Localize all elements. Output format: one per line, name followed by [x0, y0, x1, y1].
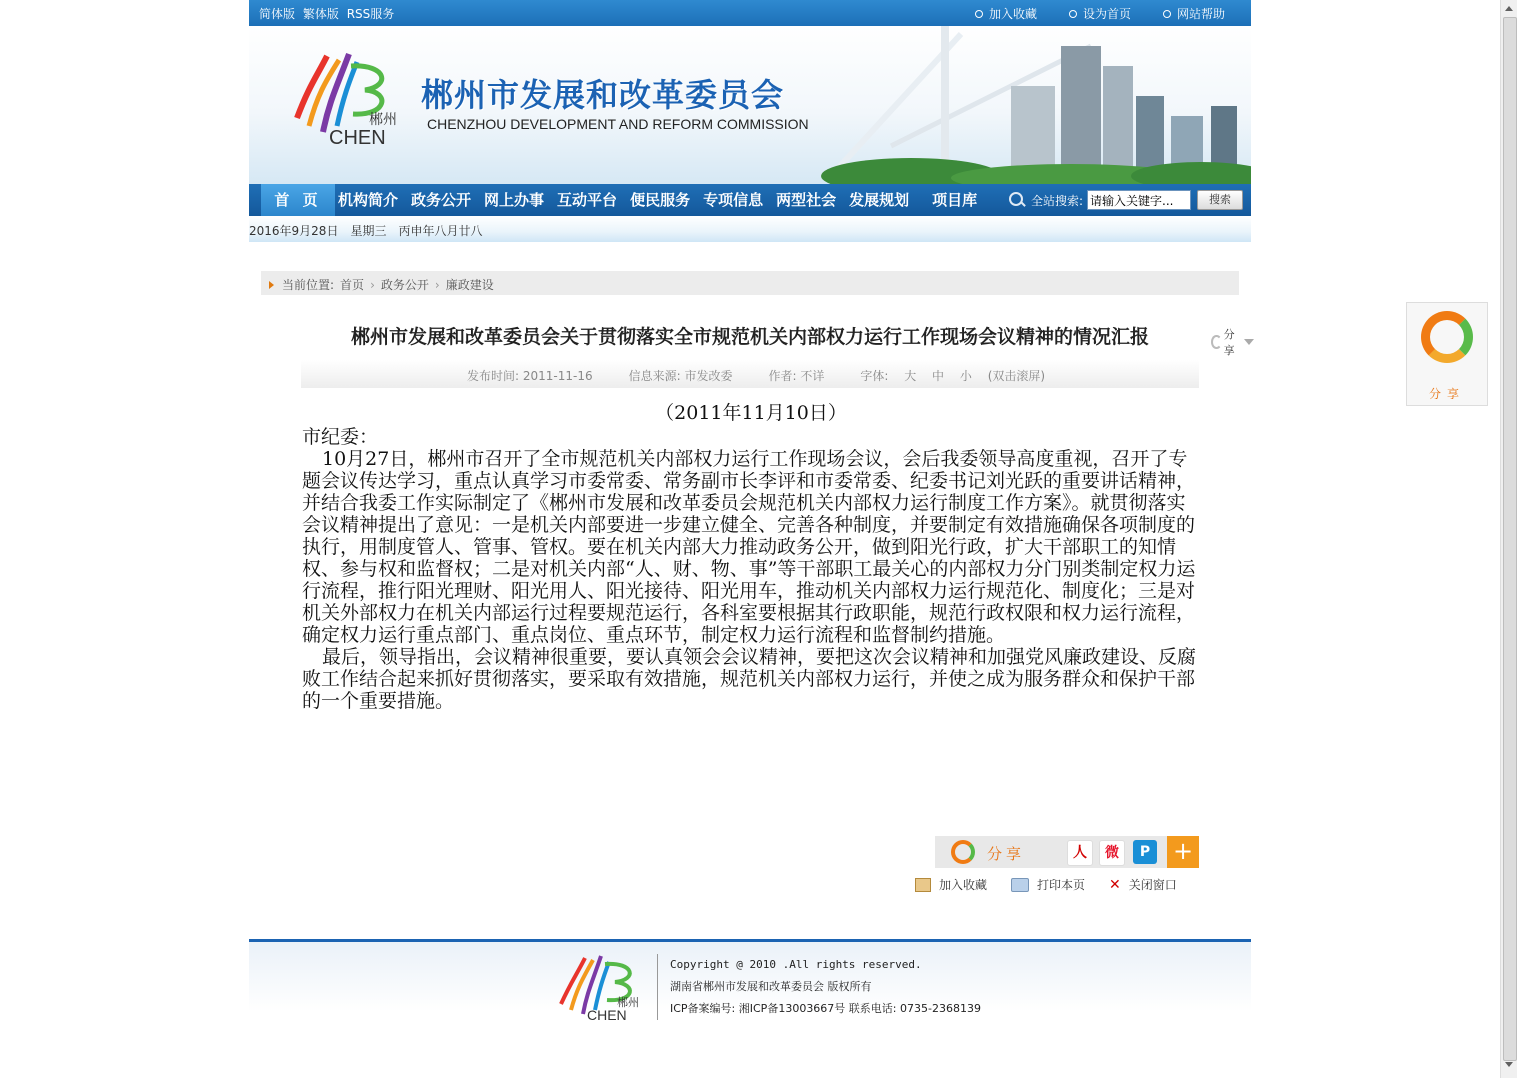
nav-home[interactable]: 首 页	[261, 184, 335, 216]
page-tools	[915, 876, 1177, 893]
icp-record: ICP备案编号: 湘ICP备13003667号 联系电话: 0735-2368139	[670, 1002, 981, 1015]
nav-item-gov-affairs[interactable]: 政务公开	[411, 191, 472, 209]
copyright: Copyright @ 2010 .All rights reserved.	[670, 958, 922, 971]
breadcrumb-integrity[interactable]: 廉政建设	[445, 278, 494, 292]
share-icon	[1211, 335, 1222, 349]
paragraph: 最后，领导指出，会议精神很重要，要认真领会会议精神，要把这次会议精神和加强党风廉政建设、反腐败工作结合起来抓好贯彻落实，要采取有效措施，规范机关内部权力运行，并使之成为服务群众和保护干部的一个重要措施。	[302, 646, 1197, 712]
nav-item-public-service[interactable]: 便民服务	[630, 191, 691, 209]
breadcrumb-home[interactable]: 首页	[340, 278, 365, 292]
font-size-controls	[860, 367, 1057, 384]
vertical-scrollbar[interactable]	[1500, 0, 1517, 1078]
nav-items	[335, 184, 987, 216]
share-logo-icon	[1421, 311, 1473, 363]
article-body	[302, 402, 1200, 712]
publish-time: 发布时间: 2011-11-16	[467, 369, 593, 383]
tencent-icon[interactable]: P	[1133, 840, 1157, 864]
font-small-button[interactable]: 小	[959, 369, 972, 383]
more-share-button[interactable]: +	[1167, 836, 1199, 868]
add-favorite-tool-label: 加入收藏	[939, 878, 988, 892]
scroll-up-icon[interactable]	[1505, 6, 1513, 11]
lunar-date: 丙申年八月廿八	[398, 224, 483, 238]
owner: 湖南省郴州市发展和改革委员会 版权所有	[670, 980, 872, 993]
set-homepage-link[interactable]	[1069, 5, 1131, 22]
share-dropdown[interactable]	[1211, 326, 1254, 358]
bullet-icon	[1069, 10, 1077, 18]
article-title: 郴州市发展和改革委员会关于贯彻落实全市规范机关内部权力运行工作现场会议精神的情况汇报	[350, 326, 1149, 348]
nav-item-org-intro[interactable]: 机构简介	[338, 191, 399, 209]
close-window-button[interactable]	[1109, 876, 1177, 893]
print-label: 打印本页	[1037, 878, 1086, 892]
footer-divider	[657, 954, 658, 1020]
renren-icon[interactable]: 人	[1067, 840, 1093, 866]
nav-item-two-oriented[interactable]: 两型社会	[776, 191, 837, 209]
search-icon	[1009, 192, 1025, 208]
font-large-button[interactable]: 大	[904, 369, 917, 383]
salutation: 市纪委：	[302, 426, 379, 448]
chevron-down-icon	[1244, 339, 1254, 345]
info-source: 信息来源: 市发改委	[628, 369, 733, 383]
dblclick-scroll-hint: (双击滚屏)	[987, 369, 1046, 383]
traditional-link[interactable]: 繁体版	[302, 7, 339, 21]
add-favorite-link[interactable]	[975, 5, 1037, 22]
article-date: （2011年11月10日）	[655, 402, 847, 424]
top-bar	[249, 0, 1251, 26]
chevron-right-icon: ›	[434, 277, 440, 292]
svg-text:CHEN: CHEN	[587, 1007, 627, 1022]
add-favorite-button[interactable]	[915, 876, 987, 893]
simplified-link[interactable]: 简体版	[259, 7, 296, 21]
breadcrumb	[261, 271, 1239, 295]
site-search	[1009, 190, 1243, 210]
weibo-icon[interactable]: 微	[1099, 840, 1125, 866]
chevron-right-icon: ›	[370, 277, 375, 292]
bullet-icon	[975, 10, 983, 18]
arrow-icon	[269, 281, 274, 289]
footer-info	[670, 954, 981, 1020]
search-label: 全站搜索:	[1031, 193, 1084, 208]
floating-share-label: 分享	[1428, 387, 1465, 401]
main-nav	[249, 184, 1251, 216]
current-date: 2016年9月28日	[249, 224, 339, 238]
site-subtitle: CHENZHOU DEVELOPMENT AND REFORM COMMISSION	[427, 116, 809, 132]
top-right-links	[975, 5, 1225, 22]
set-homepage-label: 设为首页	[1082, 7, 1131, 21]
close-icon: ✕	[1109, 876, 1121, 893]
scroll-down-icon[interactable]	[1505, 1062, 1513, 1067]
floating-share-button[interactable]	[1406, 302, 1488, 406]
scroll-thumb[interactable]	[1503, 17, 1517, 1061]
favorite-icon	[915, 878, 931, 892]
site-help-link[interactable]	[1163, 5, 1225, 22]
font-medium-button[interactable]: 中	[932, 369, 945, 383]
footer	[249, 939, 1251, 1081]
nav-item-interaction[interactable]: 互动平台	[557, 191, 618, 209]
close-window-label: 关闭窗口	[1128, 878, 1177, 892]
footer-logo	[555, 952, 647, 1022]
chenzhou-logo	[287, 46, 405, 146]
author: 作者: 不详	[768, 369, 825, 383]
font-label: 字体:	[860, 369, 889, 383]
rss-link[interactable]: RSS服务	[346, 7, 395, 21]
svg-text:郴州: 郴州	[369, 112, 397, 128]
site-title: 郴州市发展和改革委员会	[421, 76, 785, 114]
breadcrumb-gov-affairs[interactable]: 政务公开	[380, 278, 429, 292]
search-button[interactable]: 搜索	[1197, 190, 1243, 210]
paragraph: 10月27日，郴州市召开了全市规范机关内部权力运行工作现场会议，会后我委领导高度重视，召开了专题会议传达学习，重点认真学习市委常委、常务副市长李评和市委常委、纪委书记刘光跃的重要讲话精神，并结合我委工作实际制定了《郴州市发展和改革委员会规范机关内部权力运行制度工作方案》。就贯彻落实会议精神提出了意见：一是机关内部要进一步建立健全、完善各种制度，并要制定有效措施确保各项制度的执行，用制度管人、管事、管权。要在机关内部大力推动政务公开，做到阳光行政，扩大干部职工的知情权、参与权和监督权；二是对机关内部“人、财、物、事”等干部职工最关心的内部权力分门别类制定权力运行流程，推行阳光理财、阳光用人、阳光接待、阳光用车，推动机关内部权力运行规范化、制度化；三是对机关外部权力在机关内部运行过程要规范运行，各科室要根据其行政职能，规范行政权限和权力运行流程，确定权力运行重点部门、重点岗位、重点环节，制定权力运行流程和监督制约措施。	[302, 448, 1196, 646]
article-meta	[301, 360, 1199, 388]
print-icon	[1011, 878, 1029, 892]
current-weekday: 星期三	[350, 224, 387, 238]
search-input[interactable]	[1087, 190, 1191, 210]
nav-item-online-service[interactable]: 网上办事	[484, 191, 545, 209]
share-logo-icon	[951, 840, 975, 864]
svg-text:CHEN: CHEN	[329, 127, 386, 146]
nav-item-projects[interactable]: 项目库	[932, 191, 978, 209]
add-favorite-label: 加入收藏	[988, 7, 1037, 21]
share-bar	[935, 836, 1199, 868]
print-button[interactable]	[1011, 876, 1085, 893]
svg-text:郴州: 郴州	[617, 996, 639, 1009]
breadcrumb-label: 当前位置:	[282, 278, 335, 292]
top-left-links	[259, 5, 398, 22]
nav-item-planning[interactable]: 发展规划	[849, 191, 910, 209]
share-bar-label[interactable]: 分享	[987, 845, 1026, 863]
bullet-icon	[1163, 10, 1171, 18]
header-banner	[249, 26, 1251, 184]
date-bar	[249, 216, 1251, 242]
share-dropdown-label: 分享	[1223, 328, 1235, 357]
page	[249, 0, 1251, 1078]
nav-item-special-info[interactable]: 专项信息	[703, 191, 764, 209]
site-help-label: 网站帮助	[1176, 7, 1225, 21]
city-skyline-image	[791, 26, 1251, 184]
